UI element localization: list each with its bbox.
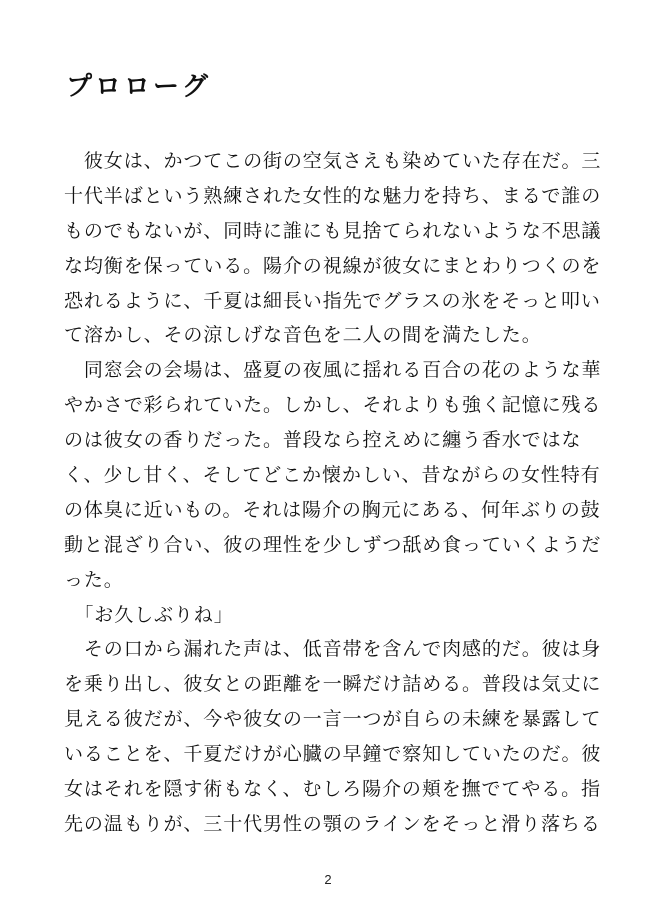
- text-line: その口から漏れた声は、低音帯を含んで肉感的だ。彼は身: [64, 638, 602, 661]
- text-line: 彼女は、かつてこの街の空気さえも染めていた存在だ。三: [64, 150, 602, 172]
- body-text: [64, 144, 604, 842]
- text-line: く、少し甘く、そしてどこか懐かしい、昔ながらの女性特有: [64, 464, 601, 487]
- chapter-title: プロローグ: [66, 72, 212, 102]
- text-line: の体臭に近いもの。それは陽介の胸元にある、何年ぶりの鼓: [64, 498, 601, 521]
- text-line: な均衡を保っている。陽介の視線が彼女にまとわりつくのを: [64, 254, 602, 277]
- text-line: て溶かし、その涼しげな音色を二人の間を満たした。: [64, 324, 542, 347]
- text-line: 恐れるように、千夏は細長い指先でグラスの氷をそっと叩い: [64, 289, 601, 312]
- text-line: 女はそれを隠す術もなく、むしろ陽介の頬を撫でてやる。指: [64, 778, 601, 801]
- text-line: やかさで彩られていた。しかし、それよりも強く記憶に残る: [64, 394, 602, 417]
- text-line: った。: [64, 568, 124, 591]
- text-line: 動と混ざり合い、彼の理性を少しずつ舐め食っていくようだ: [64, 533, 602, 556]
- text-line: のは彼女の香りだった。普段なら控えめに纏う香水ではな: [64, 429, 582, 452]
- text-line: 先の温もりが、三十代男性の顎のラインをそっと滑り落ちる: [64, 812, 601, 835]
- text-line: 同窓会の会場は、盛夏の夜風に揺れる百合の花のような華: [64, 359, 602, 382]
- text-line: 十代半ばという熟練された女性的な魅力を持ち、まるで誰の: [64, 184, 602, 207]
- text-line: を乗り出し、彼女との距離を一瞬だけ詰める。普段は気丈に: [64, 673, 602, 696]
- text-line: 見える彼だが、今や彼女の一言一つが自らの未練を暴露して: [64, 708, 602, 731]
- page-number: 2: [324, 872, 332, 887]
- text-line: 「お久しぶりね」: [64, 603, 234, 626]
- text-line: ものでもないが、同時に誰にも見捨てられないような不思議: [64, 219, 602, 242]
- text-line: いることを、千夏だけが心臓の早鐘で察知していたのだ。彼: [64, 743, 602, 766]
